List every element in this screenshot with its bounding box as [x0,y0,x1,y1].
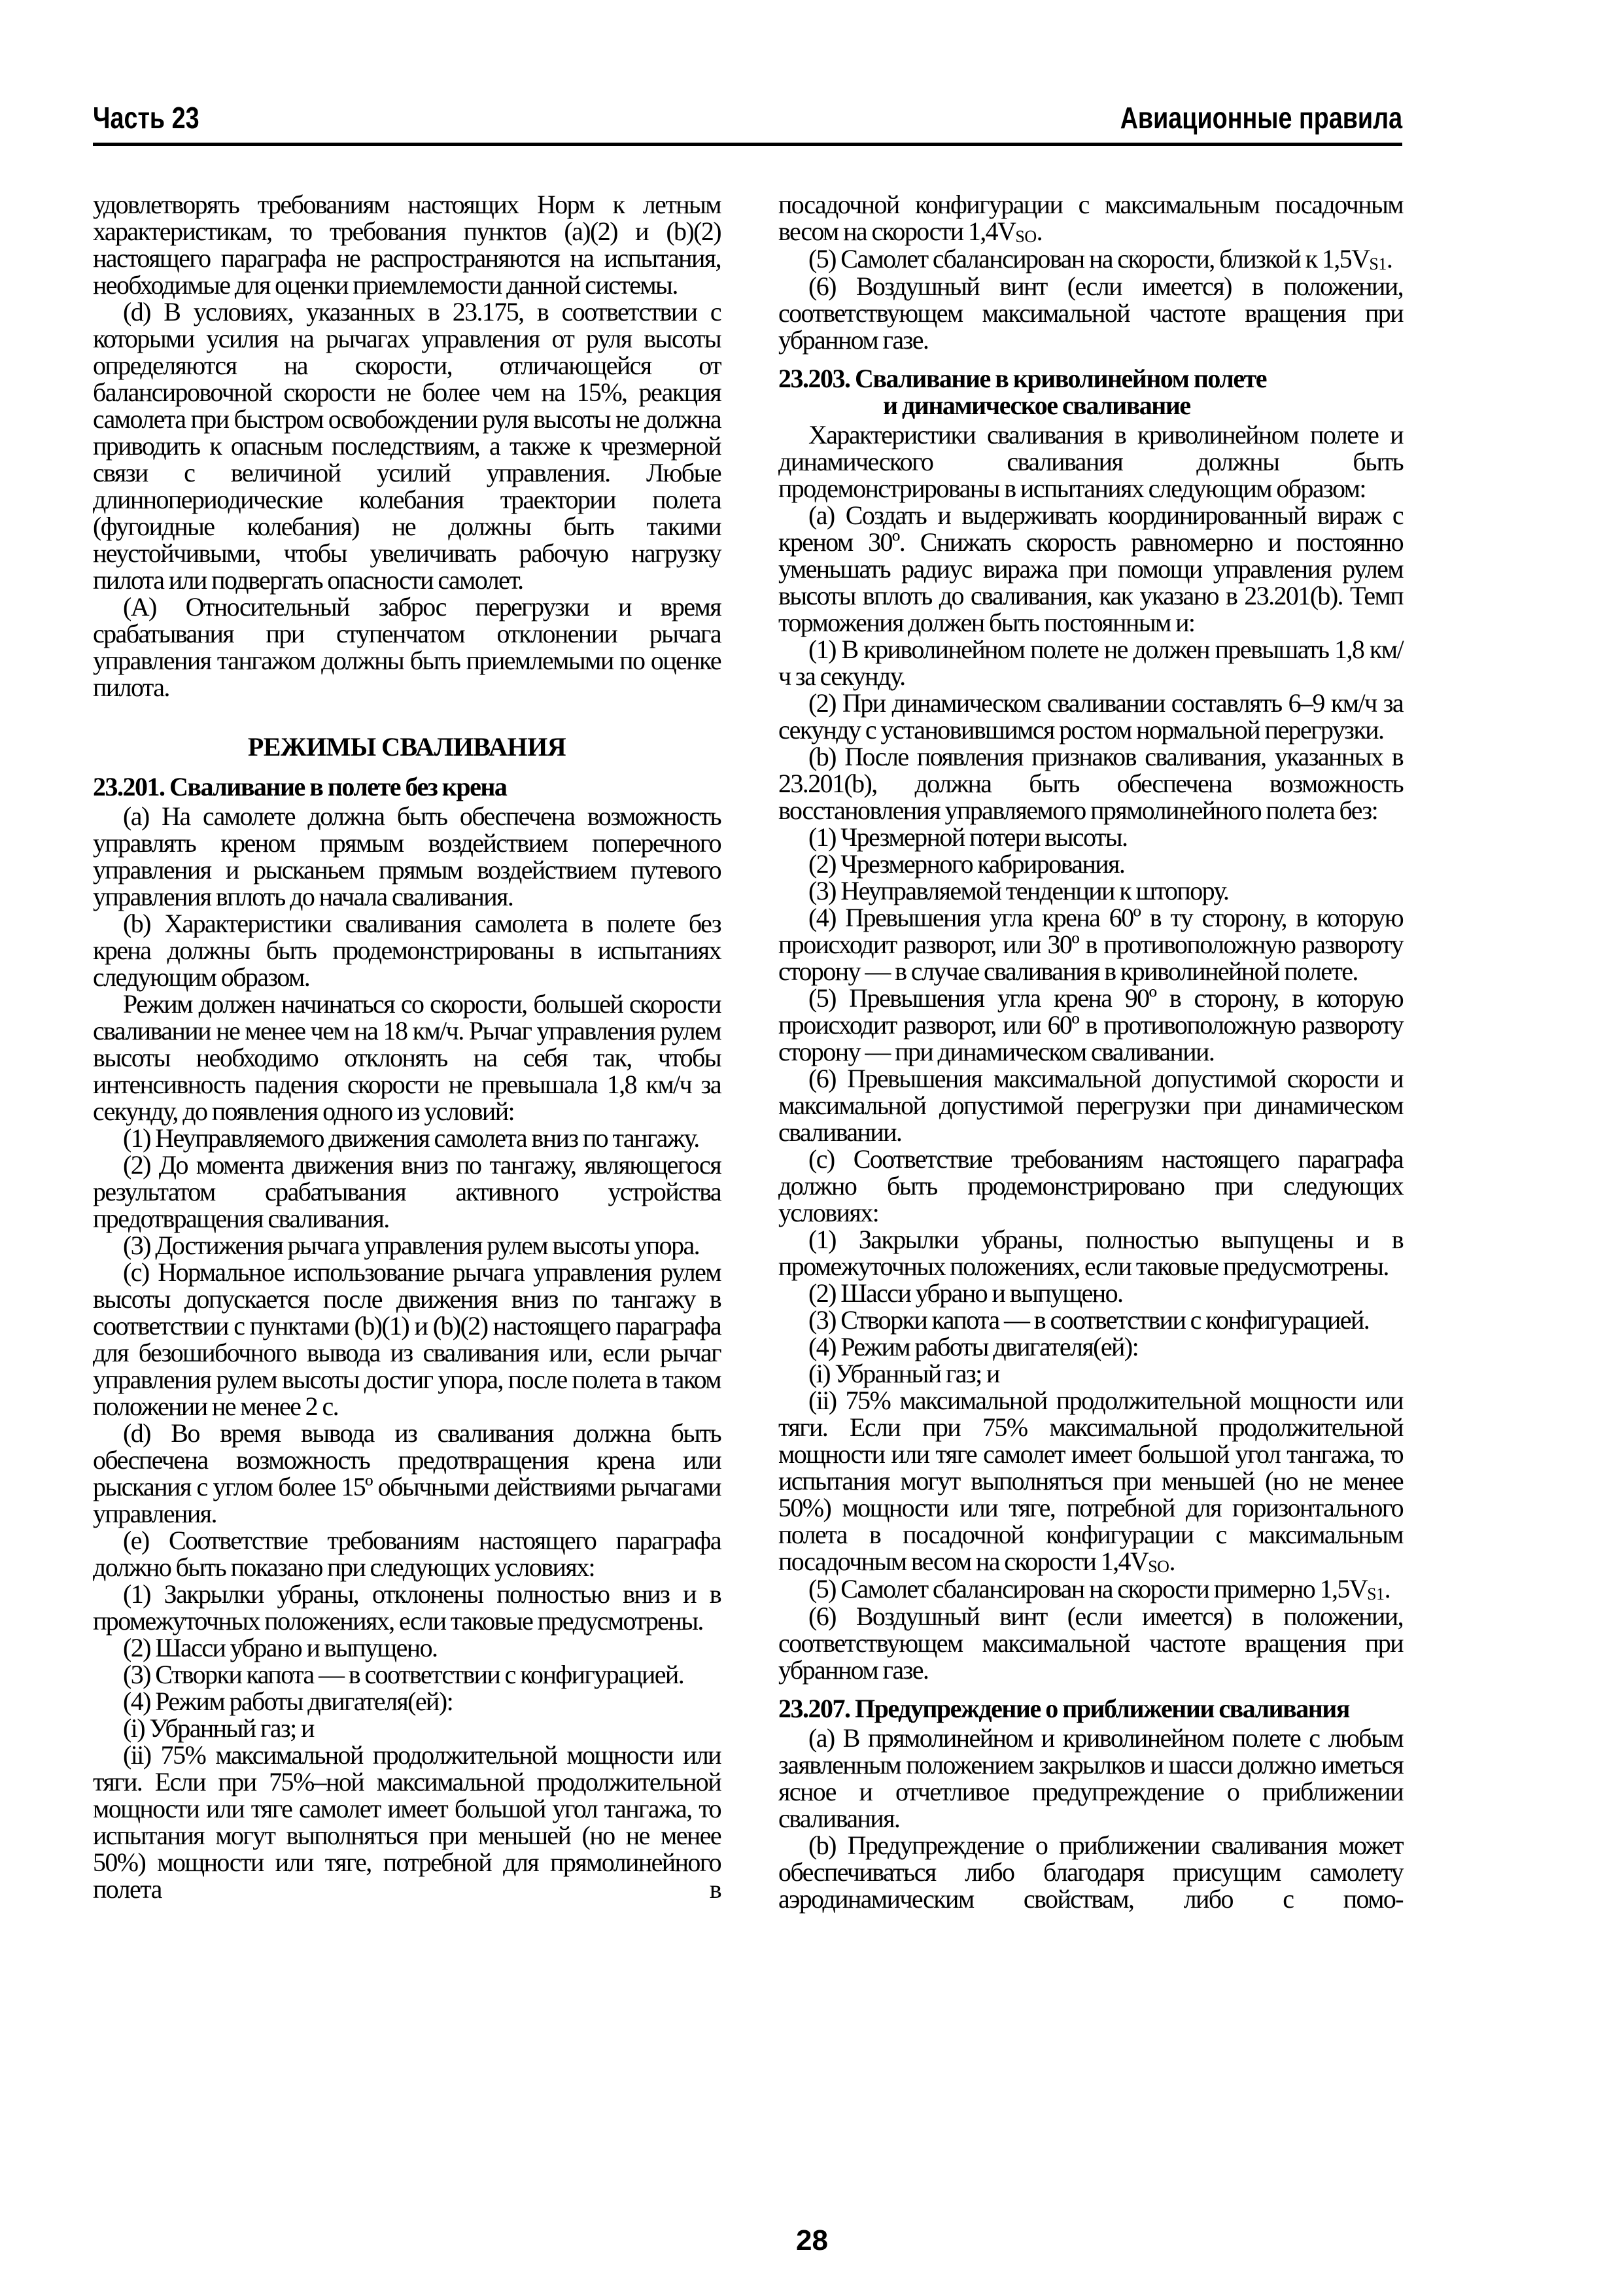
paragraph-text: (a) На самолете должна быть обеспечена возможность управлять креном прямым воздействием поперечного управления и рысканьем прямым воздействием путевого управления вплоть до начала сваливания. [93,801,721,911]
paragraph-text-end: . [1169,1547,1175,1576]
paragraph-heading-line: 23.201. Сваливание в полете без крена [93,772,507,801]
body-paragraph [778,1832,1403,1912]
paragraph-text: (1) Закрылки убраны, отклонены полностью вниз и в промежуточных положениях, если таковые предусмотрены. [93,1579,721,1636]
body-paragraph [93,1688,721,1715]
paragraph-text: (d) В условиях, указанных в 23.175, в соответствии с которыми усилия на рычагах управления от руля высоты определяются на скорости, отличающейся от балансировочной скорости не более чем на 15%, реакция самолета при быстром освобождении руля высоты не должна приводить к опасным последствиям, а также к чрезмерной связи с величиной усилий управления. Любые длиннопериодические колебания траектории полета (фугоидные колебания) не должны быть такими неустойчивыми, чтобы увеличивать рабочую нагрузку пилота или подвергать опасности самолет. [93,297,721,595]
paragraph-text: (5) Самолет сбалансирован на скорости, близкой к 1,5V [808,244,1370,273]
body-paragraph [778,690,1403,743]
left-column [93,191,721,1902]
body-paragraph [93,803,721,910]
body-paragraph [778,1603,1403,1683]
body-paragraph [778,1226,1403,1280]
body-paragraph [93,1527,721,1581]
body-paragraph [778,1725,1403,1832]
body-paragraph [93,1581,721,1634]
body-paragraph [93,593,721,701]
paragraph-text: (2) До момента движения вниз по тангажу, являющегося результатом срабатывания активного устройства предотвращения сваливания. [93,1150,721,1233]
subscript: SO [1015,227,1037,246]
body-paragraph [93,990,721,1125]
paragraph-text-end: . [1386,244,1392,273]
body-paragraph [778,273,1403,353]
paragraph-text: (2) Шасси убрано и выпущено. [123,1633,438,1662]
body-paragraph [778,502,1403,636]
paragraph-text: Характеристики сваливания в криволинейном полете и динамического сваливания должны быть продемонстрированы в испытаниях следующим образом: [778,420,1403,503]
paragraph-text: (i) Убранный газ; и [123,1713,314,1743]
paragraph-heading-line: 23.203. Сваливание в криволинейном полете [778,364,1267,393]
body-paragraph [93,1715,721,1742]
body-paragraph [778,245,1403,273]
paragraph-text: (a) Создать и выдерживать координированный вираж с креном 30º. Снижать скорость равномерно и постоянно уменьшать радиус виража при помощи управления рулем высоты вплоть до сваливания, как указано в 23.201(b). Темп торможения должен быть постоянным и: [778,500,1403,637]
body-paragraph [93,298,721,593]
body-paragraph [93,1661,721,1688]
paragraph-text: (6) Превышения максимальной допустимой скорости и максимальной допустимой перегрузки при динамическом сваливании. [778,1064,1403,1147]
paragraph-text: (3) Створки капота — в соответствии с конфигурацией. [808,1305,1370,1335]
paragraph-text: (A) Относительный заброс перегрузки и время срабатывания при ступенчатом отклонении рычага управления тангажом должны быть приемлемыми по оценке пилота. [93,592,721,702]
paragraph-text: (6) Воздушный винт (если имеется) в положении, соответствующем максимальной частоте вращения при убранном газе. [778,272,1403,355]
body-paragraph [778,636,1403,690]
running-header-part: Часть 23 [93,101,199,135]
paragraph-text: (5) Превышения угла крена 90º в сторону, в которую происходит разворот, или 60º в противоположную развороту сторону — при динамическом сваливании. [778,983,1403,1066]
body-paragraph [778,850,1403,877]
paragraph-text: (3) Створки капота — в соответствии с конфигурацией. [123,1660,684,1689]
body-paragraph [93,1232,721,1259]
body-paragraph [778,1065,1403,1146]
body-paragraph [93,1420,721,1527]
paragraph-text: (4) Превышения угла крена 60º в ту сторону, в которую происходит разворот, или 30º в противоположную развороту сторону — в случае сваливания в криволинейной полете. [778,903,1403,986]
paragraph-text: (2) Чрезмерного кабрирования. [808,849,1125,879]
body-paragraph [778,191,1403,245]
paragraph-text-end: . [1384,1574,1390,1603]
paragraph-heading-line: и динамическое сваливание [883,391,1190,420]
body-paragraph [778,904,1403,985]
body-paragraph [778,1280,1403,1306]
page-number: 28 [796,2224,828,2256]
paragraph-text: (1) Чрезмерной потери высоты. [808,822,1128,852]
paragraph-text: (ii) 75% максимальной продолжительной мощности или тяги. Если при 75% максимальной продолжительной мощности или тяге самолет имеет большой угол тангажа, то испытания могут выполняться при меньшей (но не менее 50%) мощности или тяге, потребной для горизонтального полета в посадочной конфигурации с максимальным посадочным весом на скорости 1,4V [778,1386,1403,1576]
body-paragraph [778,421,1403,502]
paragraph-heading [778,1695,1403,1722]
body-paragraph [778,1360,1403,1387]
body-paragraph [93,1259,721,1420]
section-heading: РЕЖИМЫ СВАЛИВАНИЯ [247,732,566,762]
header-rule [93,143,1402,146]
paragraph-text: удовлетворять требованиям настоящих Норм к летным характеристикам, то требования пунктов (a)(2) и (b)(2) настоящего параграфа не распространяются на испытания, необходимые для оценки приемлемости данной системы. [93,190,721,300]
paragraph-text-end: . [1036,217,1043,246]
paragraph-text: (1) Неуправляемого движения самолета вниз по тангажу. [123,1123,699,1153]
body-paragraph [778,1146,1403,1226]
paragraph-text: (4) Режим работы двигателя(ей): [808,1332,1139,1361]
body-paragraph [93,1125,721,1151]
subscript: SO [1148,1557,1169,1576]
paragraph-text: посадочной конфигурации с максимальным посадочным весом на скорости 1,4V [778,190,1403,246]
running-header-title: Авиационные правила [1120,101,1402,135]
paragraph-text: (3) Достижения рычага управления рулем высоты упора. [123,1231,700,1260]
paragraph-text: (5) Самолет сбалансирован на скорости примерно 1,5V [808,1574,1368,1603]
body-paragraph [778,1575,1403,1603]
subscript: S1 [1369,254,1387,273]
body-paragraph [93,191,721,298]
paragraph-text: (a) В прямолинейном и криволинейном полете с любым заявленным положением закрылков и шасси должно иметься ясное и отчетливое предупреждение о приближении сваливания. [778,1723,1403,1833]
body-paragraph [778,877,1403,904]
body-paragraph [778,824,1403,850]
paragraph-text: Режим должен начинаться со скорости, большей скорости сваливании не менее чем на 18 км/ч. Рычаг управления рулем высоты необходимо отклонять на себя так, чтобы интенсивность падения скорости не превышала 1,8 км/ч за секунду, до появления одного из условий: [93,989,721,1126]
paragraph-text: (1) Закрылки убраны, полностью выпущены и в промежуточных положениях, если таковые предусмотрены. [778,1225,1403,1281]
paragraph-text: (6) Воздушный винт (если имеется) в положении, соответствующем максимальной частоте вращения при убранном газе. [778,1602,1403,1685]
paragraph-text: (2) При динамическом сваливании составлять 6–9 км/ч за секунду с установившимся ростом нормальной перегрузки. [778,688,1403,745]
paragraph-text: (4) Режим работы двигателя(ей): [123,1687,453,1716]
paragraph-text: (b) Характеристики сваливания самолета в полете без крена должны быть продемонстрированы в испытаниях следующим образом. [93,909,721,992]
body-paragraph [93,910,721,990]
paragraph-text: (1) В криволинейном полете не должен превышать 1,8 км/ч за секунду. [778,635,1403,691]
subscript: S1 [1367,1585,1385,1603]
paragraph-text: (c) Соответствие требованиям настоящего параграфа должно быть продемонстрировано при следующих условиях: [778,1144,1403,1227]
body-paragraph [93,1742,721,1902]
body-paragraph [778,1306,1403,1333]
paragraph-heading-line: 23.207. Предупреждение о приближении сваливания [778,1694,1349,1723]
body-paragraph [778,1387,1403,1575]
body-paragraph [778,985,1403,1065]
paragraph-text: (e) Соответствие требованиям настоящего параграфа должно быть показано при следующих условиях: [93,1526,721,1582]
paragraph-text: (c) Нормальное использование рычага управления рулем высоты допускается после движения вниз по тангажу в соответствии с пунктами (b)(1) и (b)(2) настоящего параграфа для безошибочного вывода из сваливания или, если рычаг управления рулем высоты достиг упора, после полета в таком положении не менее 2 с. [93,1257,721,1421]
paragraph-text: (b) Предупреждение о приближении сваливания может обеспечиваться либо благодаря присущим самолету аэродинамическим свойствам, либо с помо- [778,1831,1403,1914]
paragraph-text: (d) Во время вывода из сваливания должна быть обеспечена возможность предотвращения крена или рыскания с углом более 15º обычными действиями рычагами управления. [93,1418,721,1528]
body-paragraph [93,1151,721,1232]
paragraph-text: (ii) 75% максимальной продолжительной мощности или тяги. Если при 75%–ной максимальной продолжительной мощности или тяге самолет имеет большой угол тангажа, то испытания могут выполняться при меньшей (но не менее 50%) мощности или тяге, потребной для прямолинейного полета в [93,1740,721,1904]
paragraph-text: (i) Убранный газ; и [808,1359,999,1388]
body-paragraph [93,1634,721,1661]
body-paragraph [778,743,1403,824]
paragraph-text: (3) Неуправляемой тенденции к штопору. [808,876,1229,905]
paragraph-heading [93,773,721,800]
paragraph-text: (b) После появления признаков сваливания, указанных в 23.201(b), должна быть обеспечена возможность восстановления управляемого прямолинейного полета без: [778,742,1403,825]
paragraph-heading [778,365,1403,419]
paragraph-text: (2) Шасси убрано и выпущено. [808,1278,1123,1308]
right-column [778,191,1403,1912]
body-paragraph [778,1333,1403,1360]
